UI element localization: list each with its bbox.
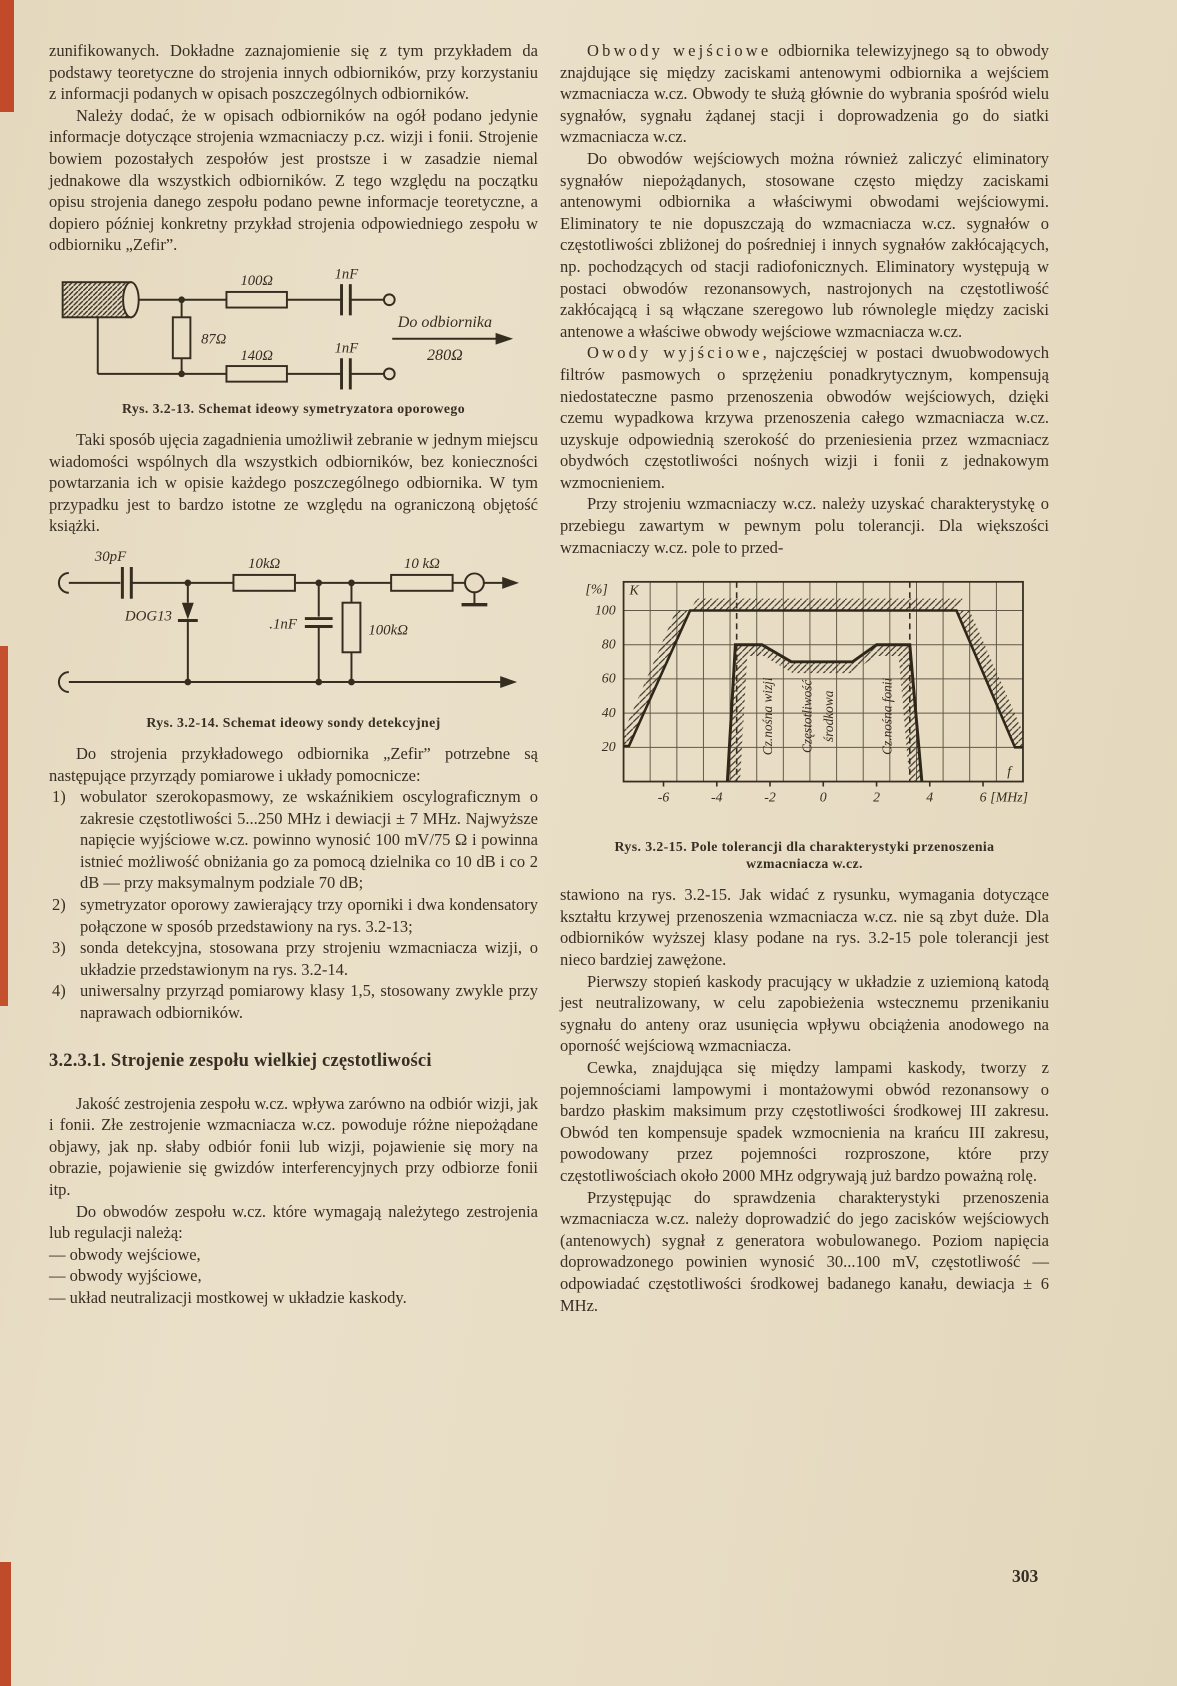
- sound-carrier-label: Cz.nośna fonii: [879, 678, 895, 756]
- y-tick-label: 60: [601, 670, 616, 686]
- y-axis-unit-label: [%]: [585, 581, 608, 597]
- paragraph: Należy dodać, że w opisach odbiorników na ogół podano jedynie informacje dotyczące strojenia wzmacniaczy p.cz. wizji i fonii. Strojenie bowiem pozostałych zespołów jest prostsze i w zasadzie niemal jednakowe dla wszystkich odbiorników. Z tego względu na początku opisu strojenia danego zespołu podano pewne informacje teoretyczne, a dopiero później konkretny przykład strojenia odpowiedniego zespołu w odbiorniku „Zefir”.: [49, 105, 538, 255]
- y-tick-label: 100: [594, 602, 616, 618]
- y-tick-label: 20: [601, 739, 616, 755]
- tolerance-field-chart: [560, 568, 1047, 830]
- resistor-10k-icon: [391, 575, 452, 591]
- list-number: 3): [52, 938, 66, 958]
- diode-label: DOG13: [124, 608, 172, 625]
- list-number: 1): [52, 787, 66, 807]
- center-frequency-label-2: środkowa: [821, 690, 837, 743]
- resistor-label: 100kΩ: [368, 622, 408, 639]
- right-column: [560, 40, 1049, 1316]
- resistor-10k-icon: [233, 575, 294, 591]
- figure-caption: [566, 838, 1043, 872]
- list-item: [49, 894, 538, 937]
- list-item: [49, 937, 538, 980]
- list-item: [49, 786, 538, 894]
- capacitor-label: .1nF: [269, 616, 297, 633]
- paragraph: Taki sposób ujęcia zagadnienia umożliwił zebranie w jednym miejscu wiadomości wspólnych dla wszystkich odbiorników, bez konieczności powtarzania ich w opisie każdego poszczególnego odbiornika. W tym przypadku jest to bardzo istotne ze względu na ograniczoną objętość książki.: [49, 429, 538, 536]
- list-text: uniwersalny przyrząd pomiarowy klasy 1,5, stosowany zwykle przy naprawach odbiorników.: [80, 981, 538, 1023]
- bullet-line: — układ neutralizacji mostkowej w układzie kaskody.: [49, 1287, 407, 1307]
- section-heading: 3.2.3.1. Strojenie zespołu wielkiej częstotliwości: [49, 1050, 432, 1071]
- paragraph: Do obwodów zespołu w.cz. które wymagają należytego zestrojenia lub regulacji należą:: [49, 1201, 538, 1243]
- paragraph: Cewka, znajdująca się między lampami kaskody, tworzy z pojemnościami lampowymi i montażowymi obwód rezonansowy o bardzo płaskim maksimum przy częstotliwości środkowej III zakresu. Obwód ten kompensuje spadek wzmocnienia na krańcu III zakresu, powodowany przez pojemności rozproszone, które przy częstotliwościach około 2000 MHz odgrywają już bardzo poważną rolę.: [560, 1058, 1049, 1185]
- left-column: [49, 40, 538, 1309]
- caption-line-1: Rys. 3.2-15. Pole tolerancji dla charakterystyki przenoszenia: [614, 839, 995, 855]
- y-tick-label: 40: [601, 705, 616, 721]
- detector-probe-diagram: [49, 547, 527, 706]
- resistor-label: 100Ω: [240, 273, 273, 290]
- capacitor-label: 1nF: [334, 266, 359, 283]
- balun-circuit-diagram: [49, 266, 519, 392]
- arrow-right-icon: [500, 676, 517, 688]
- page-number: 303: [1012, 1566, 1039, 1586]
- output-terminal-icon: [384, 294, 395, 305]
- output-terminal-icon: [384, 368, 395, 379]
- x-tick-label: 2: [873, 789, 881, 805]
- input-terminal-icon: [59, 672, 69, 692]
- capacitor-label: 1nF: [334, 340, 359, 357]
- x-axis-unit-label: [MHz]: [990, 789, 1028, 805]
- emphasized-term: Obwody wejściowe: [587, 41, 772, 60]
- resistor-87ohm-icon: [173, 317, 191, 358]
- paragraph: [560, 40, 1049, 148]
- paragraph: [560, 342, 1049, 493]
- caption-line-2: wzmacniacza w.cz.: [746, 856, 863, 872]
- paragraph: zunifikowanych. Dokładne zaznajomienie się z tym przykładem da podstawy teoretyczne do strojenia innych odbiorników, przy korzystaniu z informacji podanych w opisach poszczególnych odbiorników.: [49, 41, 538, 104]
- figure-probe: [49, 547, 538, 731]
- resistor-label: 140Ω: [240, 348, 273, 365]
- arrow-right-icon: [496, 333, 514, 345]
- resistor-100k-icon: [343, 603, 361, 653]
- x-tick-label: 6: [979, 789, 987, 805]
- x-tick-label: -6: [657, 789, 670, 805]
- gain-axis-label: K: [629, 582, 639, 598]
- paragraph: Przy strojeniu wzmacniaczy w.cz. należy uzyskać charakterystykę o przebiegu zawartym w pewnym polu tolerancji. Dla większości wzmacniaczy w.cz. pole to przed-: [560, 494, 1049, 557]
- paragraph: Do obwodów wejściowych można również zaliczyć eliminatory sygnałów niepożądanych, stosowane często między zaciskami antenowymi odbiornika a właściwymi obwodami wejściowymi. Eliminatory te nie dopuszczają do wzmacniacza w.cz. sygnałów o częstotliwości zbliżonej do pośredniej i innych sygnałów zakłócających, np. pochodzących od stacji radiofonicznych. Eliminatory występują w postaci obwodów rezonansowych, nastrojonych na częstotliwość zakłócającą i są włączane szeregowo lub równolegle między zaciski antenowe a właściwe obwody wejściowe wzmacniacza w.cz.: [560, 148, 1049, 341]
- meter-icon: [465, 573, 484, 592]
- list-number: 4): [52, 981, 66, 1001]
- y-tick-label: 80: [601, 636, 616, 652]
- list-item: [49, 980, 538, 1023]
- paragraph-text: odbiornika telewizyjnego są to obwody znajdujące się między zaciskami antenowymi odbiornika a wejściem wzmacniacza w.cz. Obwody te służą głównie do wybrania spośród wielu sygnałów, sygnału żądanej stacji i doprowadzenia go do siatki wzmacniacza w.cz.: [560, 41, 1049, 147]
- bullet-line: — obwody wejściowe,: [49, 1244, 201, 1264]
- figure-caption: Rys. 3.2-13. Schemat ideowy symetryzatora oporowego: [121, 400, 466, 416]
- input-terminal-icon: [59, 573, 69, 593]
- list-text: sonda detekcyjna, stosowana przy strojeniu wzmacniacza wizji, o układzie przedstawionym na rys. 3.2-14.: [80, 938, 538, 979]
- center-frequency-label-1: Częstotliwość: [799, 679, 815, 754]
- paragraph: Pierwszy stopień kaskody pracujący w układzie z uziemioną katodą jest neutralizowany, w celu zapobieżenia wstecznemu przenikaniu sygnału do anteny oraz usunięcia wpływu obciążenia anodowego na oporność wejściową wzmacniacza.: [560, 971, 1049, 1056]
- resistor-label: 10kΩ: [248, 555, 281, 572]
- list-text: symetryzator oporowy zawierający trzy oporniki i dwa kondensatory połączone w sposób przedstawiony na rys. 3.2-13;: [80, 895, 538, 936]
- page-edge-mark: [0, 646, 8, 1006]
- paragraph-text: , najczęściej w postaci dwuobwodowych filtrów pasmowych o sprzężeniu ponadkrytycznym, kompensują niedostateczne pasmo przenoszenia obwodów wejściowych, dzięki czemu wypadkowa krzywa przenoszenia całego wzmacniacza w.cz. uzyskuje odpowiednią szerokość do przeniesienia przez wzmacniacz obydwóch częstotliwości nośnych wizji i fonii z jednakowym wzmocnieniem.: [560, 343, 1049, 492]
- resistor-140ohm-icon: [226, 366, 286, 382]
- paragraph: Do strojenia przykładowego odbiornika „Zefir” potrzebne są następujące przyrządy pomiarowe i układy pomocnicze:: [49, 743, 538, 785]
- resistor-label: 87Ω: [201, 331, 227, 348]
- figure-balun: [49, 266, 538, 417]
- bullet-line: — obwody wyjściowe,: [49, 1266, 202, 1286]
- resistor-label: 10 kΩ: [403, 555, 440, 572]
- diode-icon: [182, 603, 194, 620]
- x-tick-label: 4: [926, 789, 934, 805]
- emphasized-term: Owody wyjściowe: [587, 343, 763, 363]
- figure-caption: Rys. 3.2-14. Schemat ideowy sondy detekcyjnej: [146, 714, 441, 730]
- list-text: wobulator szerokopasmowy, ze wskaźnikiem oscylograficznym o zakresie częstotliwości 5...250 MHz i dewiacji ± 7 MHz. Najwyższe napięcie wyjściowe w.cz. powinno wynosić 100 mV/75 Ω i powinna istnieć możliwość obniżania go za pomocą dzielnika co 10 dB i co 2 dB — przy maksymalnym podziale 70 dB;: [80, 787, 538, 893]
- page-edge-mark: [0, 0, 14, 112]
- figure-tolerance-chart: [560, 568, 1049, 872]
- resistor-100ohm-icon: [226, 292, 286, 308]
- destination-label: Do odbiornika: [397, 313, 493, 331]
- capacitor-label: 30pF: [94, 548, 127, 565]
- x-tick-label: -4: [711, 789, 723, 805]
- coax-cable-icon: [63, 282, 131, 317]
- arrow-right-icon: [502, 577, 519, 589]
- impedance-label: 280Ω: [427, 347, 463, 365]
- vision-carrier-label: Cz.nośna wizji: [759, 677, 775, 756]
- frequency-axis-label: f: [1007, 763, 1012, 779]
- x-tick-label: -2: [764, 789, 776, 805]
- paragraph: Przystępując do sprawdzenia charakterystyki przenoszenia wzmacniacza w.cz. należy doprowadzić do jego zacisków wejściowych (antenowych) sygnał z generatora wobulowanego. Poziom napięcia doprowadzonego powinien wynosić 30...100 mV, częstotliwość — odpowiadać częstotliwości środkowej badanego kanału, dewiacja ± 6 MHz.: [560, 1187, 1049, 1315]
- x-tick-label: 0: [819, 789, 827, 805]
- list-number: 2): [52, 895, 66, 915]
- page-edge-mark: [0, 1562, 11, 1686]
- paragraph: stawiono na rys. 3.2-15. Jak widać z rysunku, wymagania dotyczące kształtu krzywej przenoszenia wzmacniacza w.cz. nie są zbyt duże. Dla odbiorników wyższej klasy podane na rys. 3.2-15 pole tolerancji jest nieco bardziej zawężone.: [560, 885, 1049, 970]
- paragraph: Jakość zestrojenia zespołu w.cz. wpływa zarówno na odbiór wizji, jak i fonii. Złe zestrojenie wzmacniacza w.cz. powoduje różne niepożądane objawy, jak np. słaby odbiór fonii lub wizji, pojawienie się mory na obrazie, pojawienie się gwizdów interferencyjnych przy odbiorze fonii itp.: [49, 1093, 538, 1199]
